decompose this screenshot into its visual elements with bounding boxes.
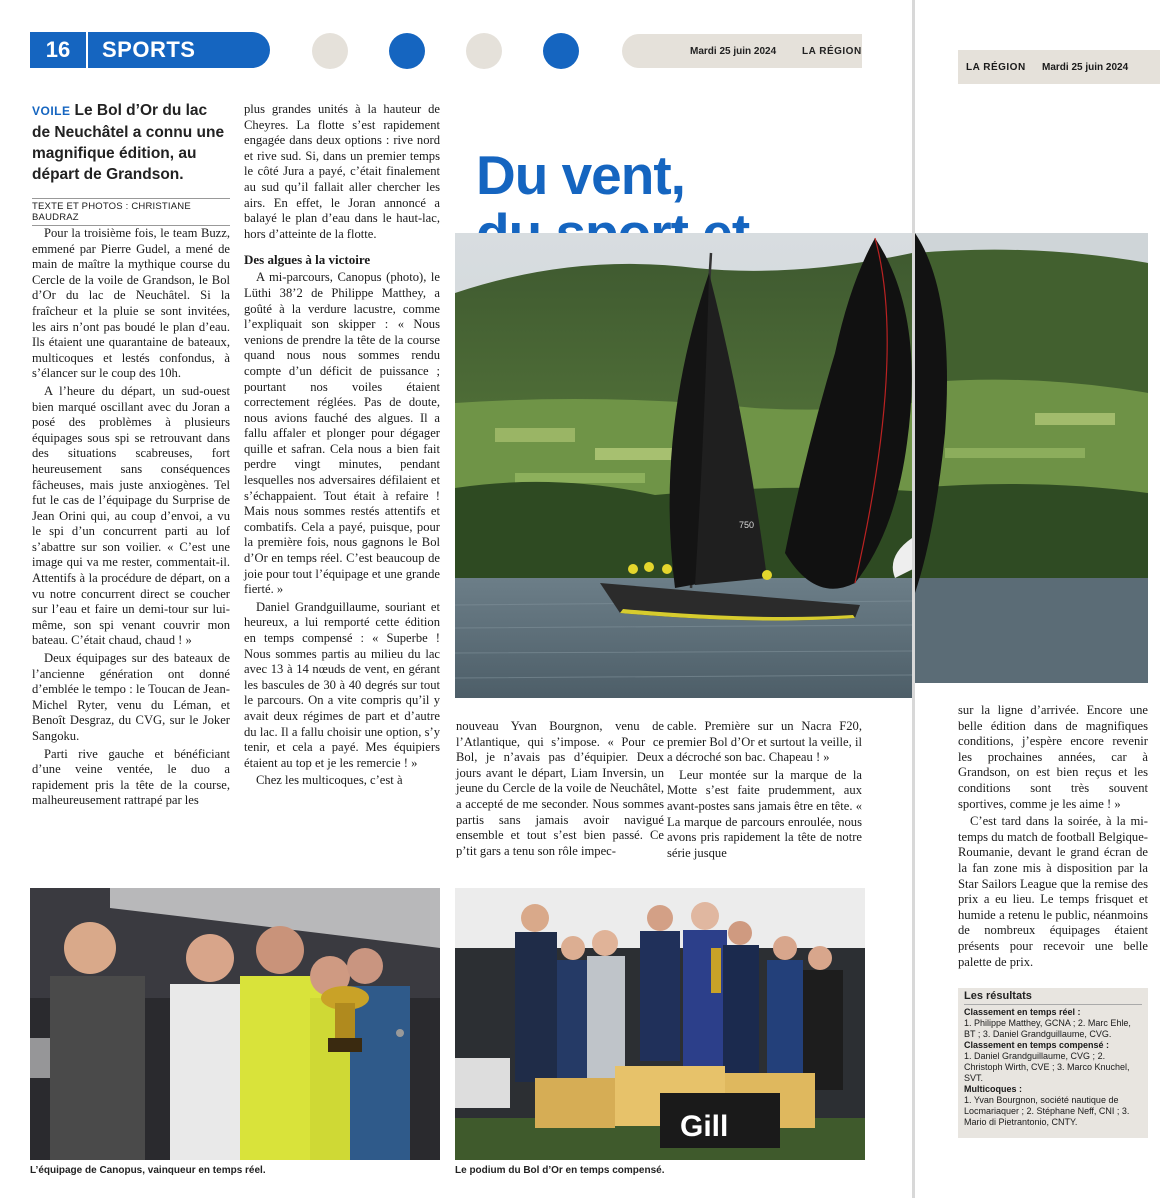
lead-text: Le Bol d’Or du lac de Neuchâtel a connu une magnifique édition, au départ de Grandson. [32,102,225,183]
header-dot [312,33,348,69]
paragraph: A l’heure du départ, un sud-ouest bien marqué oscillant avec du Joran a posé des problèmes à plusieurs équipages sous spi se retrouvant dans des situations scabreuses, fort heureusement sans conséquences fâcheuses, mais juste anxiogènes. Tel fut le cas de l’équipage du Surprise de Jean Orini qui, au coup d’envoi, a vu le spi d’un concurrent parti au lof s’abattre sur son voilier. « C’est une image qui va me rester, commentait-il. Attentifs à la procédure de départ, on a vu notre concurrent direct se coucher sur l’eau et faire un demi-tour sur lui-même, son spi venant couvrir mon bateau. C’était chaud, chaud ! » [32,383,230,648]
headline-line: Du vent, [476,144,685,206]
sailing-photo [455,233,912,698]
article-column-5 [958,703,1148,972]
podium-photo [455,888,865,1160]
byline: TEXTE ET PHOTOS : CHRISTIANE BAUDRAZ [32,198,230,226]
article-column-1 [32,226,230,811]
right-header-publication: LA RÉGION [966,61,1026,73]
section-title: SPORTS [102,37,196,62]
paragraph: sur la ligne d’arrivée. Encore une belle édition dans de magnifiques conditions, j’espère encore revenir les prochaines années, car à Grandson, on est bien reçus et les conditions sont très souvent sportives, comme je les aime ! » [958,703,1148,811]
results-heading: Classement en temps réel : [964,1007,1081,1017]
header-date: Mardi 25 juin 2024 [690,45,777,57]
paragraph: nouveau Yvan Bourgnon, venu de l’Atlantique, qui s’impose. « Pour ce Bol, je n’avais pas d’équipier. Deux jours avant le départ, Liam Inversin, un jeune du Cercle de la voile de Neuchâtel, a accepté de me seconder. Nous sommes partis sans jamais avoir navigué ensemble et tout s’est bien passé. Ce p’tit gars a tenu son rôle impec- [456,719,664,858]
article-column-2 [244,102,440,791]
crew-trophy-photo [30,888,440,1160]
results-heading: Multicoques : [964,1084,1022,1094]
paragraph: Pour la troisième fois, le team Buzz, emmené par Pierre Gudel, a mené de main de maître la mythique course du Cercle de la voile de Grandson, le Bol d’Or du lac de Neuchâtel. Si la fraîcheur et la pluie se sont invitées, les airs n’ont pas boudé le plan d’eau. Ils étaient une quarantaine de bateaux, multicoques et lestés confondus, à s’élancer sur le coup des 10h. [32,226,230,381]
paragraph: Chez les multicoques, c’est à [256,773,403,788]
article-column-4 [667,719,862,863]
page-number: 16 [30,32,88,68]
paragraph: cable. Première sur un Nacra F20, premier Bol d’Or et surtout la veille, il a décroché son bac. Chapeau ! » [667,719,862,765]
article-lead [32,100,227,185]
header-dot [466,33,502,69]
paragraph: plus grandes unités à la hauteur de Cheyres. La flotte s’est rapidement engagée dans deux options : rive nord et rive sud. Si, dans un premier temps le côté Jura a payé, c’était finalement au sud qu’il fallait aller chercher les airs. En effet, le Joran annoncé a balayé le plan d’eau dans le haut-lac, hors d’atteinte de la flotte. [244,102,440,241]
sailing-photo-continued [915,233,1148,683]
caption-left: L’équipage de Canopus, vainqueur en temps réel. [30,1165,266,1176]
results-lines: 1. Daniel Grandguillaume, CVG ; 2. Christoph Wirth, CVE ; 3. Marco Knuchel, SVT. [964,1051,1130,1083]
paragraph: Leur montée sur la marque de la Motte s’est faite prudemment, aux avant-postes sans jamais être en tête. « La marque de parcours enroulée, nous avons pris rapidement la tête de notre série jusque [667,767,862,860]
subheading: Des algues à la victoire [244,252,371,268]
header-dot [389,33,425,69]
results-lines: 1. Yvan Bourgnon, société nautique de Locmariaquer ; 2. Stéphane Neff, CNI ; 3. Mario di Pietrantonio, CNTY. [964,1095,1130,1127]
results-lines: 1. Philippe Matthey, GCNA ; 2. Marc Ehle, BT ; 3. Daniel Grandguillaume, CVG. [964,1018,1131,1039]
paragraph: Deux équipages sur des bateaux de l’ancienne génération ont donné d’emblée le tempo : le Toucan de Jean-Michel Ryter, venu du Léman, et Benoît Desgraz, du CVG, sur le Joker Sangoku. [32,651,230,743]
paragraph: Parti rive gauche et bénéficiant d’une veine ventée, le duo a rapidement pris la tête de la course, malheureusement rattrapé par les [32,746,230,808]
paragraph: A mi-parcours, Canopus (photo), le Lüthi 38’2 de Philippe Matthey, a goûté à la verdure lacustre, comme l’expliquait son skipper : « Nous venions de prendre la tête de la course quand nous nous sommes rendu compte d’un déficit de puissance ; pourtant nos voiles étaient correctement réglées. Pas de doute, nous avions fauché des algues. Il a fallu affaler et plonger pour dégager quille et safran. Cela nous a bien fait perdre vingt minutes, pendant lesquelles nos adversaires défilaient et s’échappaient. Tout était à refaire ! Mais nous sommes restés attentifs et combatifs. Cela a payé, puisque, pour la première fois, nous gagnons le Bol d’Or en temps réel. C’est beaucoup de joie pour tout l’équipage et une grande fierté. » [244,270,440,597]
results-title: Les résultats [964,990,1142,1005]
article-column-3 [456,719,664,861]
podium-banner-text: Gill [680,1110,729,1143]
paragraph: C’est tard dans la soirée, à la mi-temps du match de football Belgique-Roumanie, devant le grand écran de la fan zone mis à disposition par la Star Sailors League que la remise des prix a eu lieu. Le temps frisquet et humide a retenu le public, néanmoins de nombreux équipages étaient présents pour recevoir une belle palette de prix. [958,814,1148,969]
article-kicker: VOILE [32,104,71,118]
results-heading: Classement en temps compensé : [964,1040,1110,1050]
paragraph: Daniel Grandguillaume, souriant et heureux, a lui remporté cette édition en temps compensé : « Superbe ! Nous sommes partis au milieu du lac avec 13 à 14 nœuds de vent, en gérant les bascules de 30 à 40 degrés sur tout le parcours. On a vite compris qu’il y avait deux régimes de part et d’autre du lac. Il a fallu choisir une option, s’y tenir, et cela a payé. Mes équipiers étaient au top et je les remercie ! » [244,599,440,770]
header-publication: LA RÉGION [802,45,862,57]
sail-number: 750 [739,520,755,530]
right-header-date: Mardi 25 juin 2024 [1042,61,1129,73]
header-dot [543,33,579,69]
results-box [958,988,1148,1138]
caption-right: Le podium du Bol d’Or en temps compensé. [455,1165,665,1176]
